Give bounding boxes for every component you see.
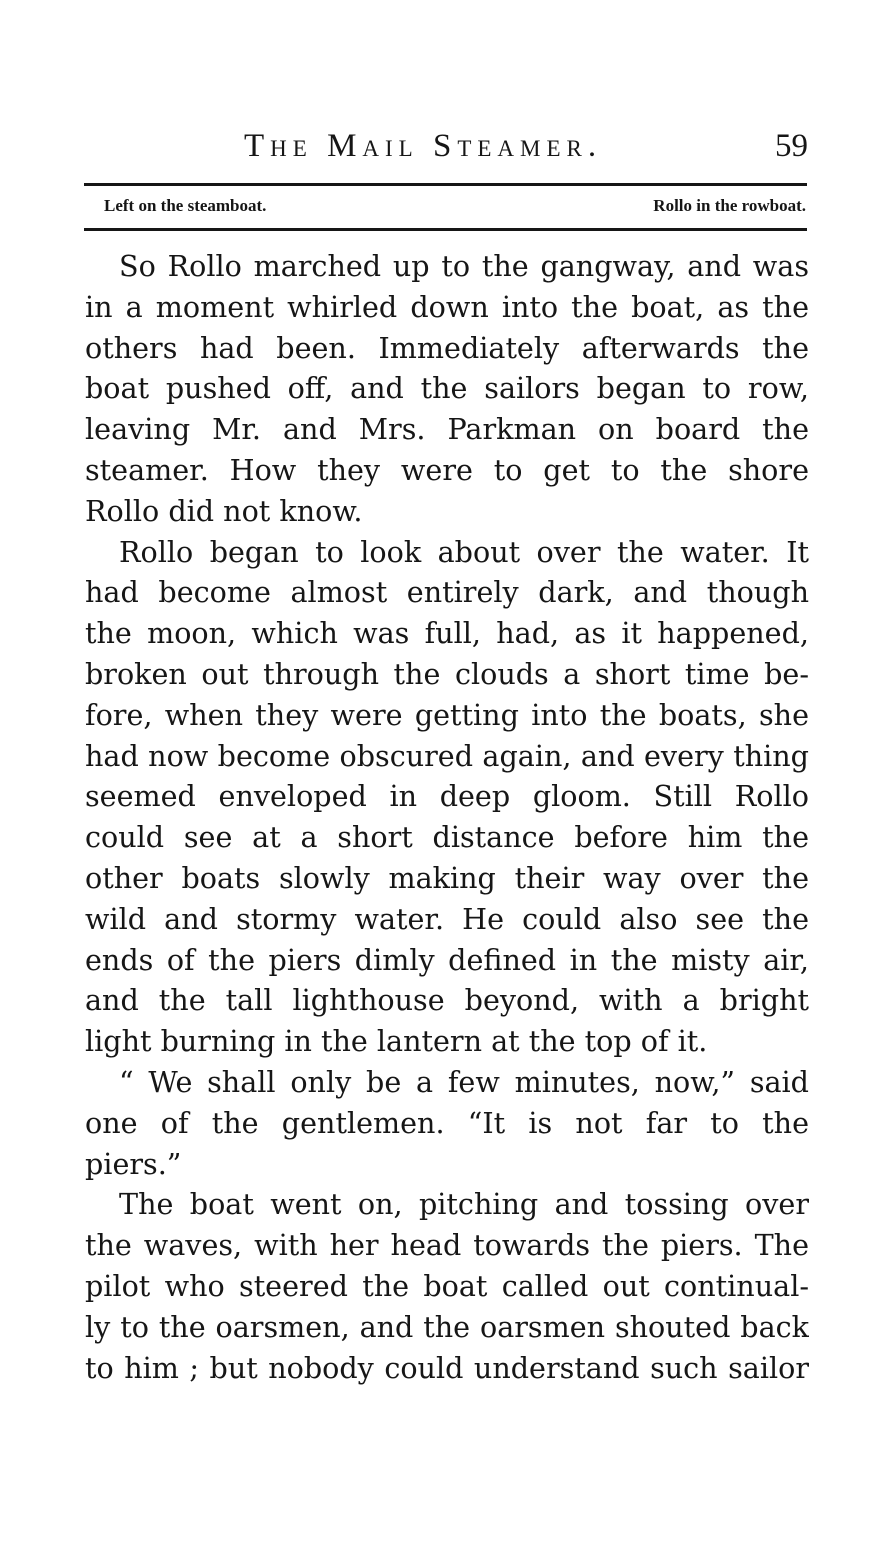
text-line: So Rollo marched up to the gangway, and was [119,249,809,283]
text-line: fore, when they were getting into the boats, she [85,697,809,732]
text-line: “ We shall only be a few minutes, now,” said [119,1064,809,1099]
sidenote-right: Rollo in the rowboat. [653,196,806,215]
text-line: broken out through the clouds a short time be- [85,656,809,691]
running-title: The Mail Steamer. [244,128,603,164]
text-line: other boats slowly making their way over the [85,860,809,895]
text-line: wild and stormy water. He could also see the [85,901,809,936]
text-line: the moon, which was full, had, as it happened, [85,616,809,651]
text-line: in a moment whirled down into the boat, as the [85,289,809,324]
text-line: Rollo began to look about over the water. It [119,534,809,569]
text-line: the waves, with her head towards the piers. The [85,1228,809,1263]
text-line: had become almost entirely dark, and though [85,575,809,610]
body-text [85,246,809,1388]
page-number: 59 [775,128,808,164]
text-line: could see at a short distance before him the [85,820,809,855]
text-line: and the tall lighthouse beyond, with a bright [85,983,809,1018]
text-line: pilot who steered the boat called out continual- [85,1268,809,1303]
sidenote-left: Left on the steamboat. [104,196,267,215]
text-line: light burning in the lantern at the top of it. [85,1024,708,1059]
sidenotes [104,196,806,222]
page-header [84,126,808,174]
text-line: steamer. How they were to get to the shore [85,452,809,487]
text-line: others had been. Immediately afterwards the [85,330,809,365]
text-line: Rollo did not know. [85,493,363,528]
text-line: piers.” [85,1146,182,1181]
text-line: leaving Mr. and Mrs. Parkman on board the [85,412,809,447]
header-rule-top [84,183,807,186]
text-line: ly to the oarsmen, and the oarsmen shouted back [85,1309,809,1344]
text-line: had now become obscured again, and every thing [85,738,809,773]
text-line: ends of the piers dimly defined in the misty air, [85,942,809,977]
text-line: seemed enveloped in deep gloom. Still Rollo [85,779,809,814]
header-rule-bottom [84,228,807,231]
text-line: to him ; but nobody could understand such sailor [85,1350,809,1385]
text-line: boat pushed off, and the sailors began to row, [85,371,809,406]
text-line: The boat went on, pitching and tossing over [119,1187,809,1222]
text-line: one of the gentlemen. “It is not far to the [85,1105,809,1140]
